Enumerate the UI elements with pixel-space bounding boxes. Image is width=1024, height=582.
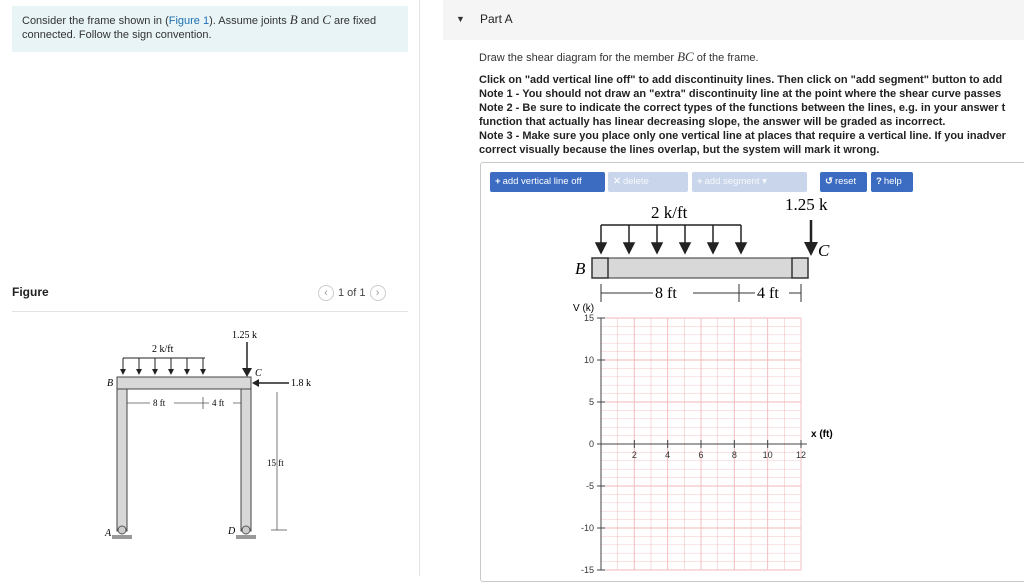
diagram-dim-4: 4 ft [757,285,779,302]
part-header[interactable] [443,0,1024,40]
instruction-note-2: Note 2 - Be sure to indicate the correct types of the functions between the lines, e.g. in your answer t [479,102,1006,114]
chevron-right-icon[interactable]: › [370,285,386,301]
figure-dim-8: 8 ft [153,398,166,408]
instruction-note-3: Note 3 - Make sure you place only one vertical line at places that require a vertical line. If you inadver [479,130,1006,142]
button-label: add segment [704,176,760,187]
x-tick-label: 4 [665,450,671,460]
right-panel [443,0,1024,576]
plus-icon: + [697,176,703,187]
x-tick-label: 8 [731,450,737,460]
x-icon: ✕ [613,176,621,187]
y-tick-label: -5 [585,481,594,491]
x-tick-label: 6 [698,450,704,460]
load-arrow-head [652,243,662,253]
problem-text: and [297,15,323,27]
figure-joint-b: B [107,378,114,389]
instruction-line: Click on "add vertical line off" to add discontinuity lines. Then click on "add segment" button to add [479,74,1003,86]
figure-support-d: D [228,526,236,537]
instruction-line: function that actually has linear decreasing slope, the answer will be graded as incorrect. [479,116,946,128]
figure-joint-c: C [255,368,262,379]
figure-support-a: A [105,528,112,539]
reset-button[interactable] [820,172,867,192]
instruction-note-1: Note 1 - You should not draw an "extra" discontinuity line at the point where the shear curve passes [479,88,1002,100]
diagram-load-dist: 2 k/ft [651,203,688,222]
instruction-line: correct visually because the lines overlap, but the system will mark it wrong. [479,144,880,156]
load-arrow-head [680,243,690,253]
y-axis-label: V (k) [573,303,595,314]
figure-height: 15 ft [267,458,284,468]
y-tick-label: 5 [588,397,594,407]
chevron-down-icon: ▾ [762,176,767,187]
problem-text: Consider the frame shown in ( [22,15,169,27]
load-arrow-head [708,243,718,253]
y-tick-label: 10 [583,355,594,365]
x-axis-label: x (ft) [811,429,833,440]
figure-link[interactable]: Figure 1 [168,15,210,27]
y-tick-label: -15 [580,565,594,575]
diagram-joint-b: B [575,259,586,278]
diagram-load-point: 1.25 k [785,195,828,214]
problem-text: are fixed connected. Follow the sign convention. [22,15,377,41]
caret-down-icon[interactable]: ▼ [456,14,465,24]
figure-label: Figure [12,285,49,299]
pager-text: 1 of 1 [338,287,366,299]
toolbar [490,172,950,192]
joint-c-symbol: C [322,12,331,27]
instruction-intro [479,50,1024,65]
problem-text: ). Assume joints [209,15,290,27]
button-label: add vertical line off [502,176,582,187]
help-icon: ? [876,176,882,187]
x-tick-label: 12 [795,450,807,460]
load-arrow-head [596,243,606,253]
chevron-left-icon[interactable]: ‹ [318,285,334,301]
reset-icon: ↺ [825,176,833,187]
figure-load-horiz: 1.8 k [291,378,311,389]
button-label: reset [834,176,857,187]
instr-text: Draw the shear diagram for the member [479,52,678,64]
instr-text: of the frame. [693,52,759,64]
delete-button[interactable] [608,172,688,192]
part-title: Part A [480,12,513,26]
instructions [479,50,1024,157]
diagram-joint-c: C [818,241,830,260]
frame-figure [95,320,335,550]
figure-load-point: 1.25 k [232,330,257,341]
diagram-grid[interactable] [601,318,807,570]
diagram-dim-8: 8 ft [655,285,677,302]
joint-b-symbol: B [289,12,298,27]
plus-icon: + [495,176,501,187]
load-arrow-head [736,243,746,253]
add-segment-button[interactable] [692,172,807,192]
figure-pager [318,285,386,301]
button-label: delete [622,176,649,187]
x-tick-label: 10 [762,450,773,460]
divider [12,311,408,312]
help-button[interactable] [871,172,913,192]
x-tick-label: 2 [631,450,637,460]
y-tick-label: 0 [588,439,594,449]
load-arrow-head [624,243,634,253]
figure-load-dist: 2 k/ft [152,344,174,355]
member-symbol: BC [677,50,694,64]
problem-statement [12,6,408,52]
left-panel [0,0,420,576]
shear-diagram [531,190,971,576]
y-tick-label: -10 [580,523,594,533]
y-tick-label: 15 [583,313,594,323]
add-vertical-line-button[interactable] [490,172,605,192]
figure-dim-4: 4 ft [212,398,225,408]
button-label: help [883,176,902,187]
